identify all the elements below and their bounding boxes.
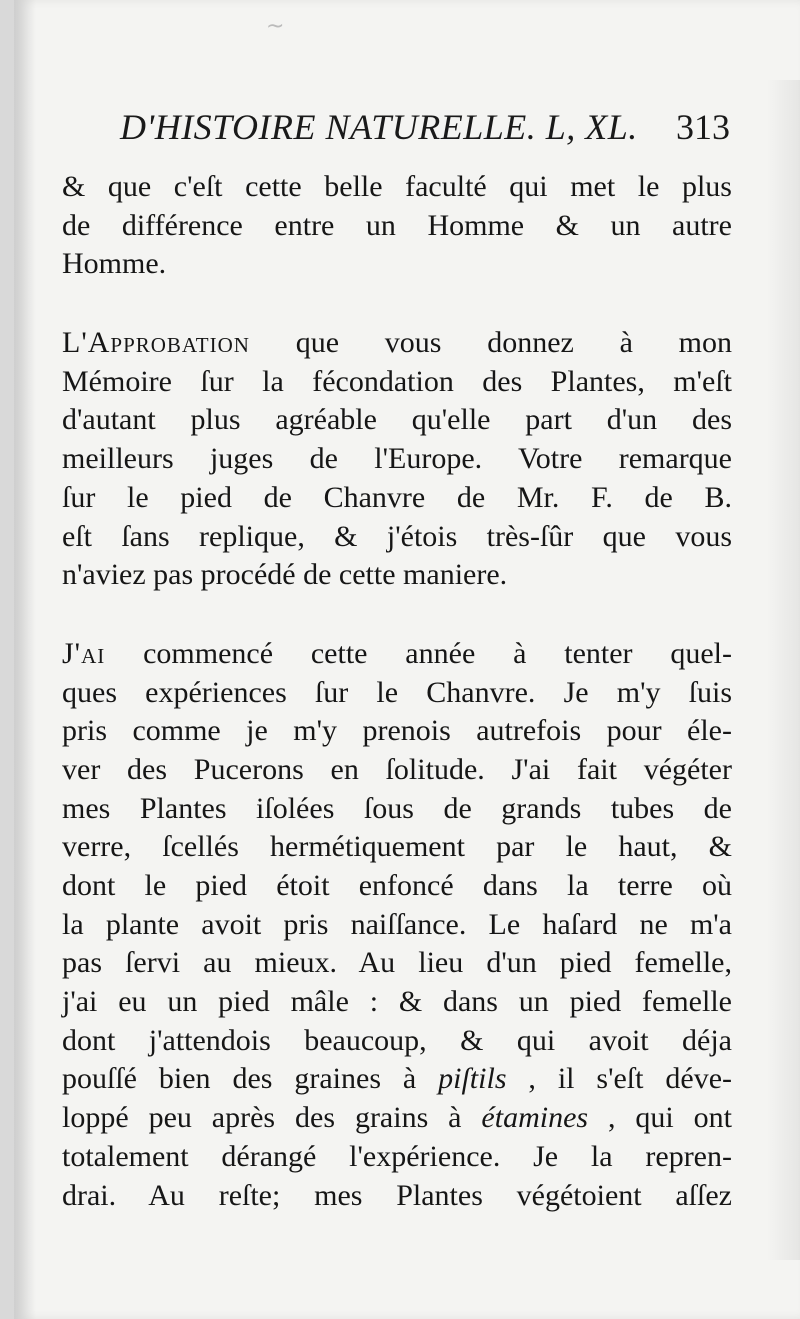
text-line-rest: que vous donnez à mon: [295, 326, 732, 360]
running-head: D'HISTOIRE NATURELLE. L, XL.: [120, 107, 638, 147]
page-number: 313: [676, 107, 730, 147]
text-line: pris comme je m'y prenois autrefois pour éle-: [62, 714, 732, 748]
text-line: [62, 324, 732, 363]
text-seg: , il s'eſt déve-: [528, 1062, 733, 1096]
text-seg: loppé peu après des grains à: [62, 1101, 462, 1135]
text-line: & que c'eſt cette belle faculté qui met le plus: [62, 170, 732, 203]
text-line: Homme.: [62, 247, 167, 281]
text-line: j'ai eu un pied mâle : & dans un pied femelle: [62, 985, 732, 1019]
page-header: [120, 106, 760, 156]
text-line: eſt ſans replique, & j'étois très-ſûr que vous: [62, 519, 732, 553]
text-line: dont le pied étoit enfoncé dans la terre où: [62, 869, 732, 902]
text-line: [62, 1060, 732, 1099]
paragraph-lead: J'ai: [62, 636, 106, 670]
italic-term: piſtils: [438, 1062, 507, 1096]
text-line-rest: commencé cette année à tenter quel-: [143, 636, 733, 670]
text-line: ques expériences ſur le Chanvre. Je m'y ſuis: [62, 675, 732, 709]
text-line: [62, 1099, 732, 1138]
text-seg: pouſſé bien des graines à: [62, 1062, 417, 1096]
body-text: [62, 168, 742, 1215]
text-line: pas ſervi au mieux. Au lieu d'un pied femelle,: [62, 946, 732, 980]
text-line: [62, 635, 732, 674]
text-line: ſur le pied de Chanvre de Mr. F. de B.: [62, 480, 732, 514]
text-line: n'aviez pas procédé de cette maniere.: [62, 558, 508, 592]
text-seg: , qui ont: [607, 1101, 732, 1135]
text-line: de différence entre un Homme & un autre: [62, 208, 732, 242]
page-mark: ~: [266, 14, 285, 39]
book-page: [14, 0, 800, 1319]
text-line: mes Plantes iſolées ſous de grands tubes de: [62, 791, 732, 825]
text-line: meilleurs juges de l'Europe. Votre remarque: [62, 442, 732, 476]
italic-term: étamines: [481, 1101, 589, 1135]
paragraph-lead: L'Approbation: [62, 326, 250, 360]
text-line: verre, ſcellés hermétiquement par le haut, &: [62, 830, 732, 864]
text-line: drai. Au reſte; mes Plantes végétoient aſſez: [62, 1178, 732, 1212]
text-line: Mémoire ſur la fécondation des Plantes, m'eſt: [62, 364, 732, 398]
text-line: ver des Pucerons en ſolitude. J'ai fait végéter: [62, 752, 732, 786]
text-line: totalement dérangé l'expérience. Je la repren-: [62, 1139, 732, 1173]
text-line: d'autant plus agréable qu'elle part d'un des: [62, 403, 732, 437]
page-edge-shadow: [766, 80, 800, 1260]
text-line: dont j'attendois beaucoup, & qui avoit déja: [62, 1023, 732, 1057]
text-line: la plante avoit pris naiſſance. Le haſard ne m'a: [62, 907, 732, 941]
